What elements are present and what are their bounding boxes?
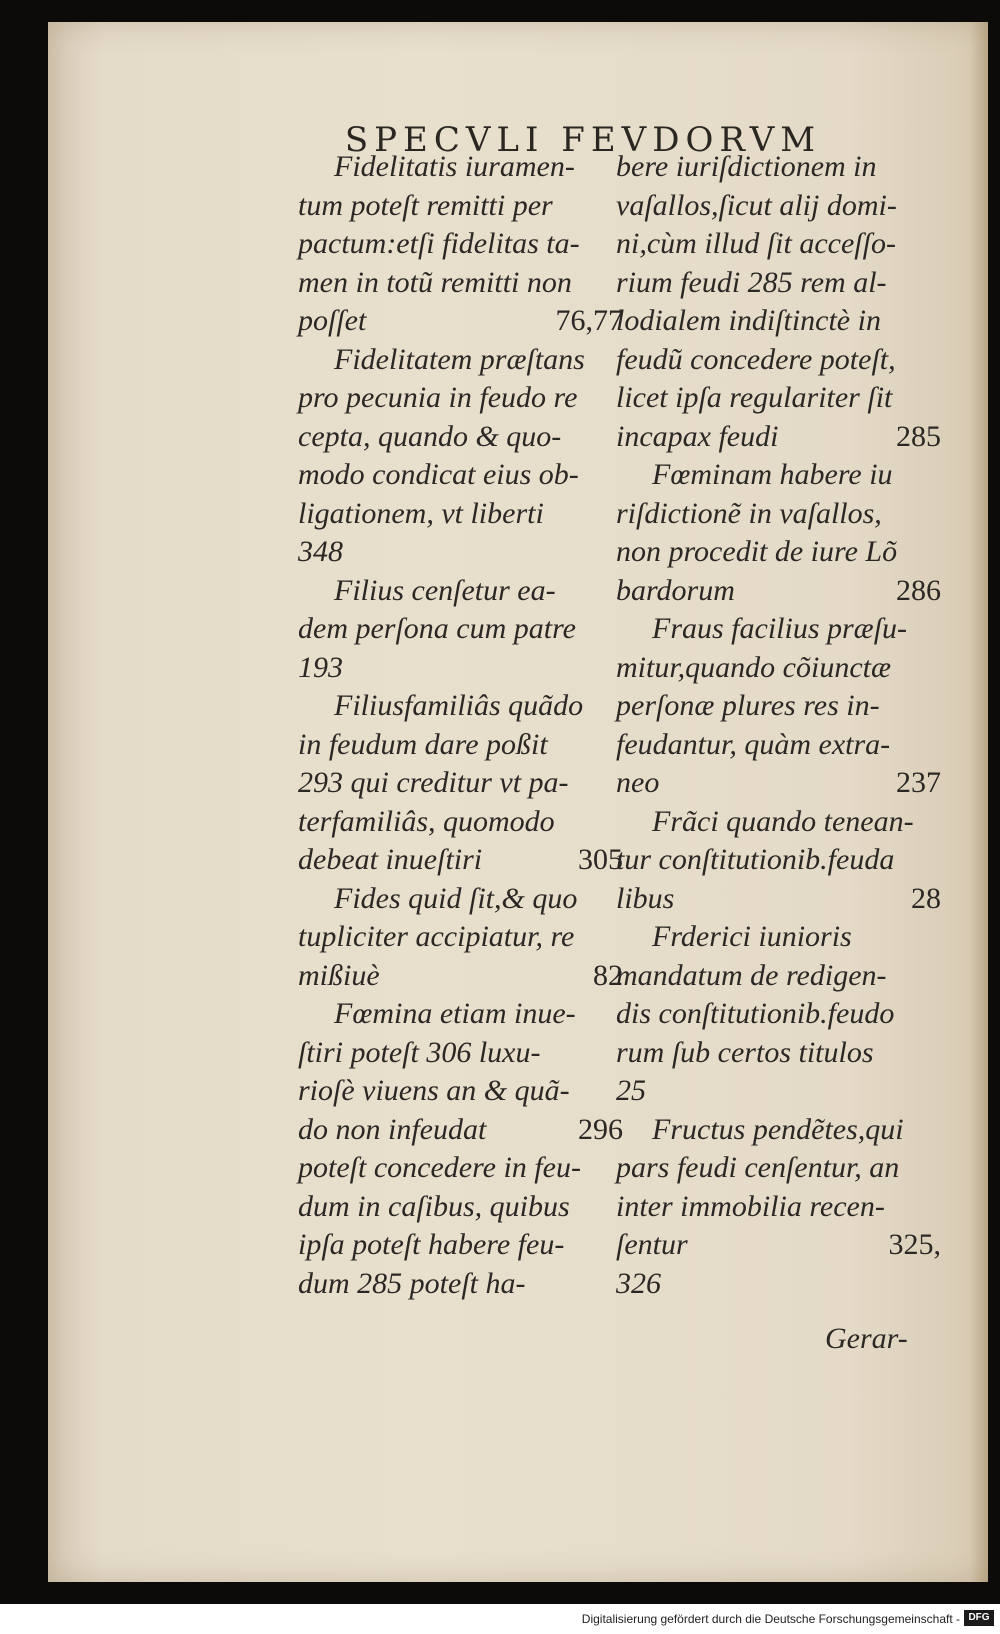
index-line (298, 957, 623, 996)
index-line-text: non procedit de iure Lõ (616, 535, 898, 568)
digitization-footer (0, 1604, 1000, 1634)
index-line (616, 841, 941, 880)
index-line-text: 25 (616, 1074, 646, 1107)
index-line (298, 803, 623, 842)
index-line (298, 495, 623, 534)
index-line (616, 918, 941, 957)
index-line (298, 225, 623, 264)
index-line-text: poteſt concedere in feu- (298, 1151, 581, 1184)
index-line (616, 687, 941, 726)
index-line (298, 148, 623, 187)
index-line-text: cepta, quando & quo- (298, 419, 562, 453)
index-line-text: Frderici iunioris (652, 920, 852, 953)
index-line-text: ſtiri poteſt 306 luxu- (298, 1035, 541, 1069)
index-line-text: rium feudi 285 rem al- (616, 265, 887, 299)
index-line (298, 649, 623, 688)
index-line-text: tupliciter accipiatur, re (298, 920, 575, 953)
index-line-text: ligationem, vt liberti (298, 496, 544, 530)
index-line-text: inter immobilia recen- (616, 1189, 885, 1223)
index-line (298, 572, 623, 611)
index-line-text: tur conſtitutionib.feuda (616, 843, 895, 876)
index-line (298, 187, 623, 226)
index-line (298, 341, 623, 380)
index-line (616, 764, 941, 803)
index-line (616, 264, 941, 303)
index-line (616, 957, 941, 996)
index-page-number: 237 (896, 766, 941, 799)
index-line (616, 533, 941, 572)
index-line-text: poſſet (298, 304, 367, 337)
index-line-text: dis conſtitutionib.feudo (616, 997, 895, 1030)
index-line-text: bardorum (616, 573, 735, 607)
index-line-text: pro pecunia in feudo re (298, 381, 578, 414)
index-line (298, 456, 623, 495)
index-line-text: debeat inueſtiri (298, 843, 483, 876)
index-line-text: men in totũ remitti non (298, 265, 572, 299)
index-line-text: libus (616, 881, 675, 915)
index-line-text: pars feudi cenſentur, an (616, 1151, 900, 1184)
index-line-text: Filius cenſetur ea- (334, 573, 556, 607)
index-line (298, 841, 623, 880)
index-line (298, 1149, 623, 1188)
index-line-text: dem perſona cum patre (298, 612, 576, 645)
dfg-logo: DFG (964, 1610, 994, 1626)
index-line-text: lodialem indiſtinctè in (616, 304, 881, 337)
index-line (298, 1226, 623, 1265)
index-line-text: feudantur, quàm extra- (616, 727, 891, 761)
index-line (298, 533, 623, 572)
index-line (616, 880, 941, 919)
index-line-text: bere iuriſdictionem in (616, 150, 877, 183)
index-line (298, 687, 623, 726)
catchword: Gerar- (825, 1322, 908, 1355)
index-line-text: Fides quid ſit,& quo (334, 881, 578, 915)
index-line (616, 649, 941, 688)
index-line (616, 225, 941, 264)
index-line (298, 726, 623, 765)
index-line-text: perſonæ plures res in- (616, 689, 880, 722)
index-line (616, 1034, 941, 1073)
index-line (616, 1149, 941, 1188)
index-line (616, 148, 941, 187)
index-line (616, 1188, 941, 1227)
index-page-number: 28 (911, 881, 941, 915)
index-line (298, 1111, 623, 1150)
index-line (616, 379, 941, 418)
index-line-text: feudũ concedere poteſt, (616, 342, 896, 376)
index-line-text: 348 (298, 535, 343, 568)
index-line-text: rioſè viuens an & quã- (298, 1074, 570, 1107)
index-line-text: incapax feudi (616, 419, 779, 453)
footer-credit: Digitalisierung gefördert durch die Deutsche Forschungsgemeinschaft - (581, 1612, 960, 1626)
index-page-number: 82 (593, 958, 623, 992)
index-line-text: Frãci quando tenean- (652, 804, 914, 838)
index-page-number: 296 (578, 1112, 623, 1146)
left-column (298, 148, 623, 1303)
index-line (298, 1188, 623, 1227)
index-line-text: ſentur (616, 1228, 688, 1261)
index-line-text: riſdictionẽ in vaſallos, (616, 496, 882, 530)
index-page-number: 325, (888, 1228, 941, 1261)
index-line-text: 326 (616, 1266, 661, 1300)
index-page-number: 305 (578, 843, 623, 876)
index-line (298, 610, 623, 649)
running-header: SPECVLI FEVDORVM (344, 120, 822, 160)
index-line-text: dum 285 poteſt ha- (298, 1266, 526, 1300)
index-line-text: mitur,quando cõiunctæ (616, 650, 891, 684)
index-line (298, 264, 623, 303)
index-line-text: mandatum de redigen- (616, 958, 887, 992)
index-line-text: rum ſub certos titulos (616, 1035, 874, 1069)
index-line (298, 880, 623, 919)
index-line (616, 495, 941, 534)
index-line (298, 995, 623, 1034)
index-line (616, 341, 941, 380)
index-line (616, 1111, 941, 1150)
index-line-text: 293 qui creditur vt pa- (298, 766, 569, 799)
index-line (616, 187, 941, 226)
index-line (298, 764, 623, 803)
index-line-text: tum poteſt remitti per (298, 188, 553, 222)
index-line (616, 302, 941, 341)
index-line (616, 1072, 941, 1111)
index-page-number: 76,77 (555, 304, 623, 337)
index-line-text: licet ipſa regulariter ſit (616, 381, 893, 414)
index-line (616, 456, 941, 495)
index-line (298, 1265, 623, 1304)
index-line-text: dum in caſibus, quibus (298, 1189, 570, 1223)
right-column (616, 148, 941, 1303)
index-line (616, 726, 941, 765)
index-line-text: mißiuè (298, 958, 380, 992)
index-line-text: pactum:etſi fidelitas ta- (298, 227, 580, 260)
index-page-number: 285 (896, 419, 941, 453)
index-line (616, 995, 941, 1034)
index-line (298, 918, 623, 957)
index-line (298, 1034, 623, 1073)
index-line (616, 803, 941, 842)
index-line-text: Fœmina etiam inue- (334, 997, 576, 1030)
index-line-text: Filiusfamiliâs quãdo (334, 689, 584, 722)
index-line-text: Fraus facilius præſu- (652, 612, 908, 645)
index-line-text: do non infeudat (298, 1112, 487, 1146)
index-line-text: modo condicat eius ob- (298, 458, 579, 491)
index-line (298, 379, 623, 418)
index-page-number: 286 (896, 573, 941, 607)
index-line (616, 418, 941, 457)
index-line-text: 193 (298, 650, 343, 684)
index-line-text: neo (616, 766, 660, 799)
index-line-text: in feudum dare poßit (298, 727, 548, 761)
index-line-text: Fœminam habere iu (652, 458, 893, 491)
index-line (298, 418, 623, 457)
index-line (298, 302, 623, 341)
index-line (616, 1265, 941, 1304)
index-line-text: terfamiliâs, quomodo (298, 804, 555, 838)
index-line (616, 572, 941, 611)
index-line (616, 610, 941, 649)
index-line-text: ni,cùm illud ſit acceſſo- (616, 227, 896, 260)
index-line-text: ipſa poteſt habere feu- (298, 1228, 565, 1261)
page-edge (970, 22, 988, 1582)
index-line-text: Fidelitatis iuramen- (334, 150, 575, 183)
index-line (616, 1226, 941, 1265)
index-line-text: vaſallos,ſicut alij domi- (616, 188, 897, 222)
index-line (298, 1072, 623, 1111)
index-line-text: Fructus pendẽtes,qui (652, 1112, 904, 1146)
index-line-text: Fidelitatem præſtans (334, 342, 585, 376)
